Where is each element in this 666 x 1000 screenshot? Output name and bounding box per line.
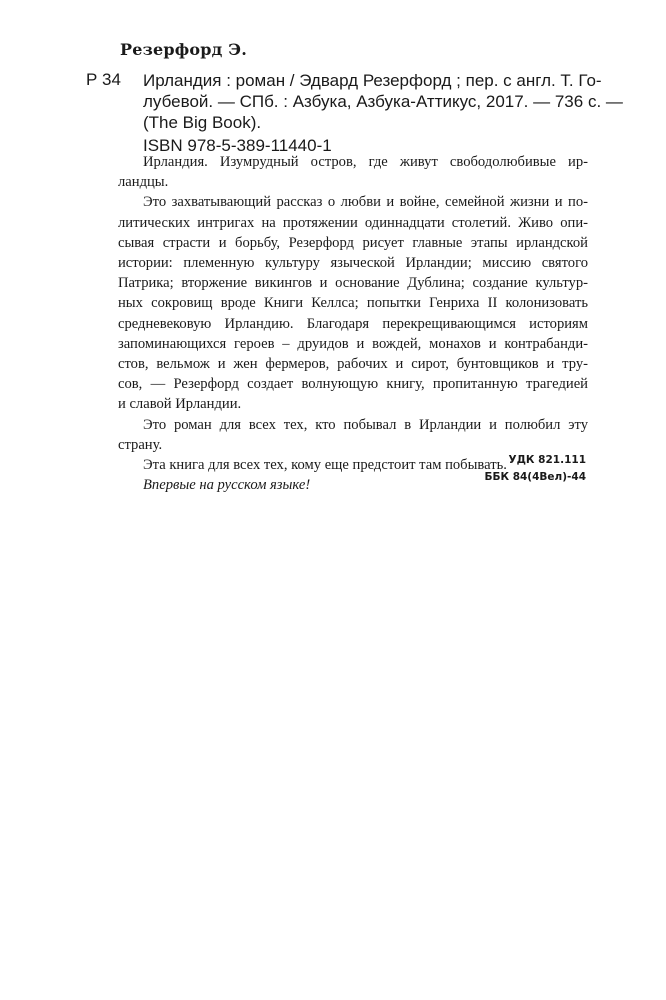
annotation-line: истории: племенную культуру языческой Ирландии; миссию святого <box>118 255 588 272</box>
bibliographic-description <box>143 70 623 133</box>
annotation-line: ландцы. <box>118 174 169 191</box>
annotation-text <box>118 152 588 495</box>
annotation-line: Эта книга для всех тех, кому еще предстоит там побывать. <box>143 457 507 474</box>
udk-code: УДК 821.111 <box>508 454 586 466</box>
annotation-line: Это захватывающий рассказ о любви и войне, семейной жизни и по- <box>143 194 588 211</box>
annotation-paragraph <box>118 415 588 455</box>
annotation-line: стов, вельмож и жен фермеров, рабочих и сирот, бунтовщиков и тру- <box>118 356 588 373</box>
classification-codes <box>484 452 586 486</box>
bbk-code: ББК 84(4Вел)-44 <box>484 471 586 483</box>
annotation-paragraph <box>118 192 588 414</box>
annotation-line: средневековую Ирландию. Благодаря перекрещивающимся историям <box>118 315 588 332</box>
annotation-emphasis-line: Впервые на русском языке! <box>143 477 311 494</box>
annotation-line: страну. <box>118 436 163 453</box>
author-heading: Резерфорд Э. <box>120 40 248 59</box>
annotation-line: и славой Ирландии. <box>118 396 242 413</box>
annotation-line: сов, — Резерфорд создает волнующую книгу, пропитанную трагедией <box>118 376 588 393</box>
annotation-line: ных сокровищ вроде Книги Келлса; попытки Генриха II колонизовать <box>118 295 588 312</box>
annotation-line: Это роман для всех тех, кто побывал в Ирландии и полюбил эту <box>143 416 588 433</box>
annotation-line: литических интригах на протяжении одиннадцати столетий. Живо опи- <box>118 214 588 231</box>
biblio-line: (The Big Book). <box>143 113 262 132</box>
annotation-line: Патрика; вторжение викингов и основание Дублина; создание культур- <box>118 275 588 292</box>
annotation-paragraph <box>118 152 588 192</box>
annotation-line: Ирландия. Изумрудный остров, где живут свободолюбивые ир- <box>143 154 588 170</box>
catalog-code: Р 34 <box>86 70 121 89</box>
annotation-line: сывая страсти и борьбу, Резерфорд рисует главные этапы ирландской <box>118 234 588 251</box>
annotation-line: запоминающихся героев – друидов и вождей, монахов и контрабанди- <box>118 335 588 352</box>
biblio-line: лубевой. — СПб. : Азбука, Азбука-Аттикус, 2017. — 736 с. — <box>143 92 623 111</box>
biblio-line: Ирландия : роман / Эдвард Резерфорд ; пер. с англ. Т. Го- <box>143 71 602 90</box>
isbn-number: ISBN 978-5-389-11440-1 <box>143 136 332 155</box>
